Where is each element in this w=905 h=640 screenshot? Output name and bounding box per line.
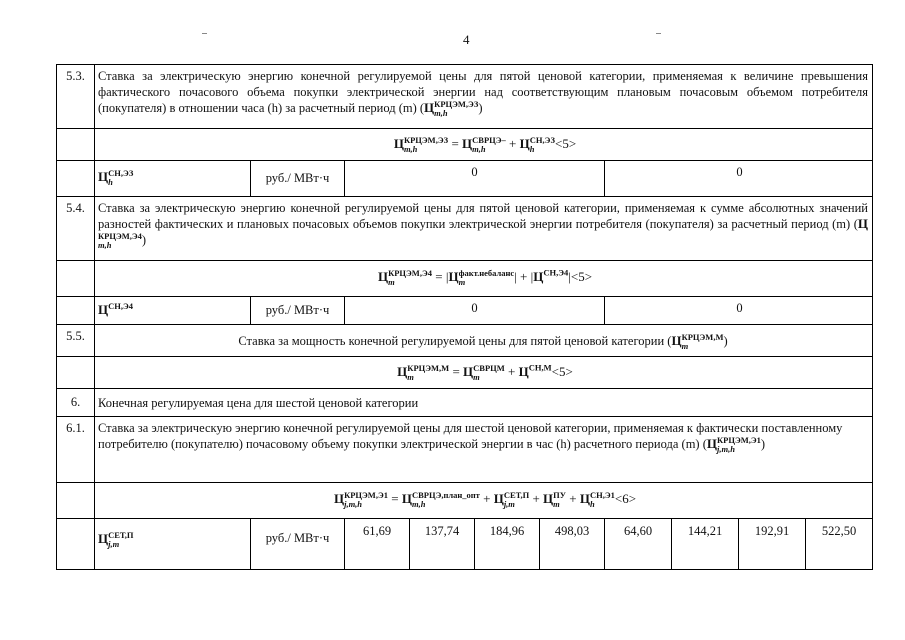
row-5-5-formula bbox=[57, 357, 872, 389]
formula-6-1: ЦКРЦЭМ,Э1 j,m,h = ЦСВРЦЭ,план_опт m,h + ЦСЕТ,П j,m + ЦПУ m + ЦСН,Э1 h <6> bbox=[333, 490, 637, 510]
scan-speck bbox=[656, 33, 661, 34]
formula-5-3: ЦКРЦЭМ,ЭЗ m,h = ЦСВРЦЭ– m,h + ЦСН,ЭЗ h <5> bbox=[393, 135, 577, 155]
row-description: Ставка за электрическую энергию конечной регулируемой цены для пятой ценовой категории, применяемая к сумме абсолютных значений разностей фактических и плановых почасовых объемов покупки электрической энергии потребителя (покупателя) за расчетный период (m) (ЦКРЦЭМ,Э4 m,h ) bbox=[98, 201, 868, 251]
value-cell: 144,21 bbox=[687, 524, 723, 538]
value-cell: 522,50 bbox=[821, 524, 857, 538]
row-description: Конечная регулируемая цена для шестой ценовой категории bbox=[98, 396, 419, 410]
row-5-3-text bbox=[57, 65, 872, 129]
value-cell: 0 bbox=[471, 165, 478, 179]
formula-5-5: ЦКРЦЭМ,М m = ЦСВРЦМ $m + Ц^{СН,М}<5>$ bbox=[397, 362, 573, 383]
row-5-3-formula bbox=[57, 129, 872, 161]
row-6-heading bbox=[57, 389, 872, 417]
value-cell: 0 bbox=[736, 165, 743, 179]
value-cell: 192,91 bbox=[754, 524, 790, 538]
symbol-cell: ЦСН,ЭЗ h bbox=[98, 168, 134, 188]
row-5-4-text bbox=[57, 197, 872, 261]
symbol-cell: $Ц^{СН,Э4}$ bbox=[98, 300, 134, 317]
row-5-4-formula bbox=[57, 261, 872, 297]
row-6-1-values bbox=[57, 519, 872, 569]
value-cell: 61,69 bbox=[362, 524, 392, 538]
unit-cell: руб./ МВт·ч bbox=[265, 531, 330, 545]
row-6-1-text bbox=[57, 417, 872, 483]
row-5-5-text bbox=[57, 325, 872, 357]
scan-speck bbox=[202, 33, 207, 34]
value-cell: 64,60 bbox=[623, 524, 653, 538]
row-5-3-values bbox=[57, 161, 872, 197]
value-cell: 137,74 bbox=[424, 524, 460, 538]
value-cell: 0 bbox=[471, 301, 478, 315]
value-cell: 0 bbox=[736, 301, 743, 315]
value-cell: 184,96 bbox=[489, 524, 525, 538]
row-number: 6.1. bbox=[66, 421, 85, 435]
row-number: 6. bbox=[70, 395, 81, 409]
row-5-4-values bbox=[57, 297, 872, 325]
row-6-1-formula bbox=[57, 483, 872, 519]
tariff-table bbox=[56, 64, 873, 570]
row-description: Ставка за электрическую энергию конечной регулируемой цены для шестой ценовой категории, применяемая к фактически поставленному потребителю (покупателю) почасовому объему покупки электрической энергии в час (h) расчетного периода (m) (ЦКРЦЭМ,Э1 j,m,h ) bbox=[98, 421, 843, 455]
page-number: 4 bbox=[463, 32, 470, 47]
unit-cell: руб./ МВт·ч bbox=[265, 171, 330, 185]
row-description: Ставка за электрическую энергию конечной регулируемой цены для пятой ценовой категории, применяемая к величине превышения фактического почасового объема покупки электрической энергии над соответствующим плановым почасовым объемом потребителя (покупателя) в отношении часа (h) за расчетный период (m) (ЦКРЦЭМ,ЭЗ m,h ) bbox=[98, 69, 868, 119]
symbol-cell: ЦСЕТ,П j,m bbox=[98, 530, 134, 550]
row-description: Ставка за мощность конечной регулируемой цены для пятой ценовой категории (ЦКРЦЭМ,М m ) bbox=[238, 332, 728, 352]
unit-cell: руб./ МВт·ч bbox=[265, 303, 330, 317]
formula-5-4: ЦКРЦЭМ,Э4 m = |Цфакт.небаланс m | + $|Ц^{СН,Э4}|<5>$ bbox=[377, 267, 593, 288]
value-cell: 498,03 bbox=[554, 524, 590, 538]
row-number: 5.3. bbox=[66, 69, 85, 83]
row-number: 5.4. bbox=[66, 201, 85, 215]
row-number: 5.5. bbox=[66, 329, 85, 343]
